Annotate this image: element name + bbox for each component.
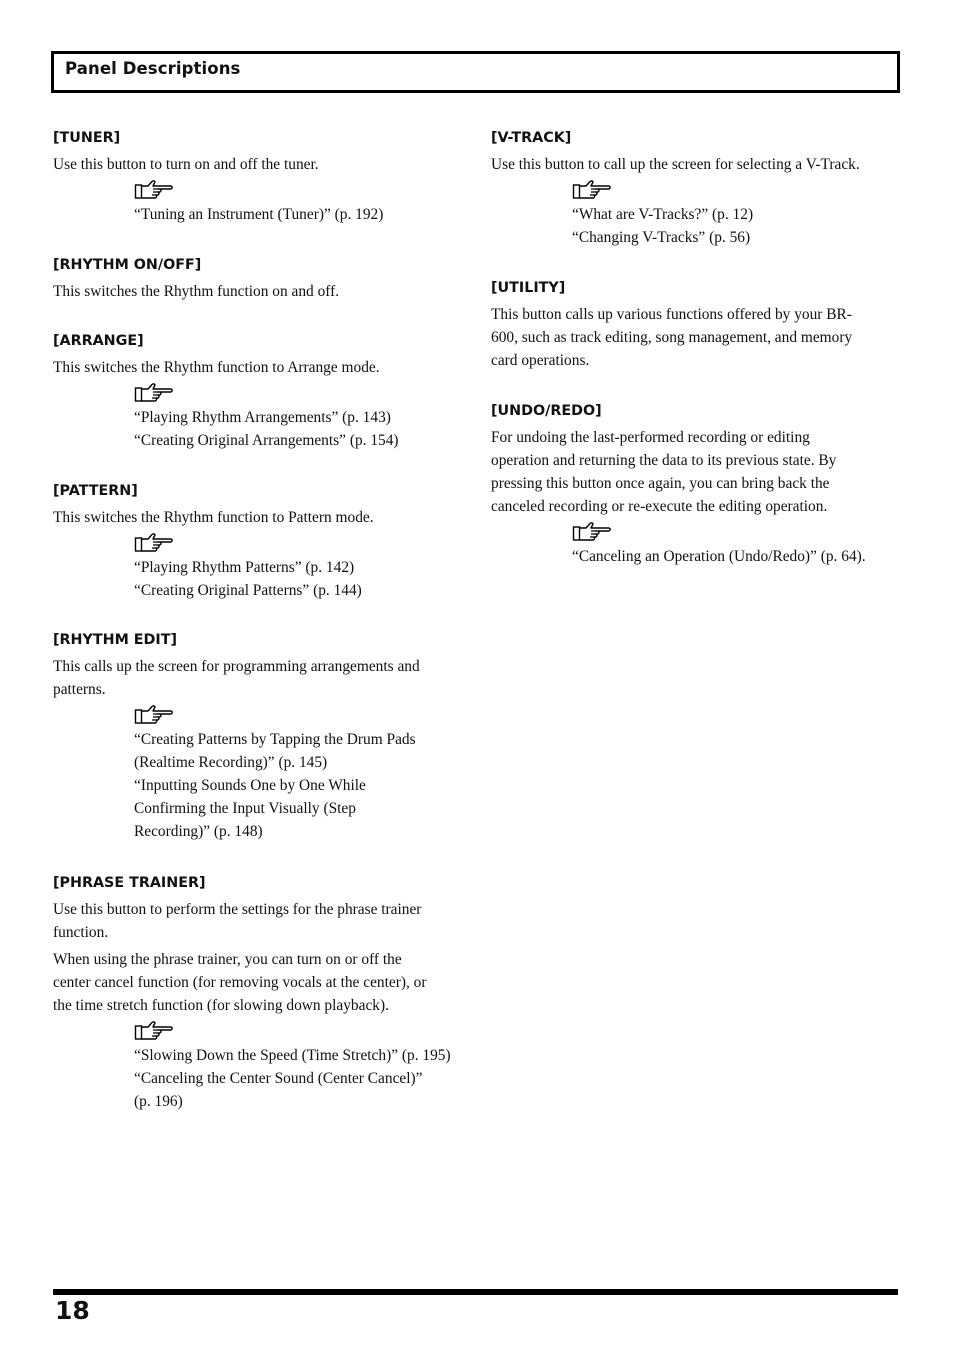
- section-heading: [PATTERN]: [53, 483, 138, 499]
- reference-block: [134, 382, 463, 452]
- section-v-track: [491, 126, 901, 249]
- section-heading: [PHRASE TRAINER]: [53, 875, 206, 891]
- reference-link: Recording)” (p. 148): [134, 823, 263, 840]
- section-text-line: Use this button to perform the settings for the phrase trainer: [53, 901, 422, 918]
- section-text: [53, 655, 463, 701]
- pointing-hand-icon: [134, 179, 174, 201]
- section-text: Use this button to call up the screen for selecting a V-Track.: [491, 156, 860, 173]
- section-heading: [UNDO/REDO]: [491, 403, 602, 419]
- pointing-hand-icon: [134, 704, 174, 726]
- section-text-line: canceled recording or re-execute the editing operation.: [491, 498, 828, 515]
- section-text-line: function.: [53, 924, 109, 941]
- section-text-line: When using the phrase trainer, you can turn on or off the: [53, 951, 402, 968]
- section-text-line: pressing this button once again, you can bring back the: [491, 475, 830, 492]
- reference-link: “Tuning an Instrument (Tuner)” (p. 192): [134, 206, 384, 223]
- reference-link: “Playing Rhythm Patterns” (p. 142): [134, 559, 355, 576]
- reference-link: (p. 196): [134, 1093, 183, 1110]
- reference-link: “Changing V-Tracks” (p. 56): [572, 229, 751, 246]
- section-text-line: the time stretch function (for slowing down playback).: [53, 997, 389, 1014]
- section-heading: [ARRANGE]: [53, 333, 144, 349]
- reference-block: [572, 179, 901, 249]
- reference-link: “What are V-Tracks?” (p. 12): [572, 206, 754, 223]
- reference-link: “Creating Original Arrangements” (p. 154): [134, 432, 399, 449]
- section-text-line: card operations.: [491, 352, 590, 369]
- reference-link: “Playing Rhythm Arrangements” (p. 143): [134, 409, 391, 426]
- section-text-line: center cancel function (for removing vocals at the center), or: [53, 974, 427, 991]
- section-text-line: 600, such as track editing, song management, and memory: [491, 329, 853, 346]
- reference-block: [572, 521, 901, 568]
- section-arrange: [53, 329, 463, 452]
- reference-block: [134, 532, 463, 602]
- section-rhythm-on-off: [53, 253, 463, 303]
- footer-rule: [53, 1289, 898, 1295]
- section-text: This switches the Rhythm function on and off.: [53, 283, 340, 300]
- section-text: [53, 948, 463, 1017]
- section-heading: [UTILITY]: [491, 280, 566, 296]
- section-text-line: operation and returning the data to its previous state. By: [491, 452, 837, 469]
- section-rhythm-edit: [53, 628, 463, 843]
- section-text-line: patterns.: [53, 681, 106, 698]
- section-phrase-trainer: [53, 871, 463, 1113]
- reference-link: (Realtime Recording)” (p. 145): [134, 754, 328, 771]
- reference-block: [134, 179, 463, 226]
- reference-block: [134, 704, 463, 843]
- reference-link: Confirming the Input Visually (Step: [134, 800, 356, 817]
- section-heading: [TUNER]: [53, 130, 121, 146]
- page-number: 18: [55, 1296, 90, 1325]
- section-undo-redo: [491, 399, 901, 568]
- page-title: Panel Descriptions: [65, 59, 241, 78]
- pointing-hand-icon: [134, 382, 174, 404]
- pointing-hand-icon: [134, 1020, 174, 1042]
- section-heading: [V-TRACK]: [491, 130, 572, 146]
- section-text: This switches the Rhythm function to Pattern mode.: [53, 509, 374, 526]
- section-tuner: [53, 126, 463, 226]
- reference-link: “Inputting Sounds One by One While: [134, 777, 366, 794]
- pointing-hand-icon: [572, 179, 612, 201]
- section-text: [53, 898, 463, 944]
- section-heading: [RHYTHM EDIT]: [53, 632, 178, 648]
- reference-link: “Canceling an Operation (Undo/Redo)” (p. 64).: [572, 548, 866, 565]
- pointing-hand-icon: [134, 532, 174, 554]
- section-text-line: For undoing the last-performed recording or editing: [491, 429, 810, 446]
- section-text-line: This calls up the screen for programming arrangements and: [53, 658, 420, 675]
- reference-link: “Creating Patterns by Tapping the Drum Pads: [134, 731, 416, 748]
- left-column: [53, 126, 463, 1113]
- pointing-hand-icon: [572, 521, 612, 543]
- reference-block: [134, 1020, 463, 1113]
- section-text: This switches the Rhythm function to Arrange mode.: [53, 359, 380, 376]
- header-box: [51, 51, 900, 93]
- section-utility: [491, 276, 901, 372]
- reference-link: “Canceling the Center Sound (Center Cancel)”: [134, 1070, 423, 1087]
- section-text: [491, 303, 901, 372]
- section-text-line: This button calls up various functions offered by your BR-: [491, 306, 852, 323]
- section-heading: [RHYTHM ON/OFF]: [53, 257, 202, 273]
- section-pattern: [53, 479, 463, 602]
- section-text: Use this button to turn on and off the tuner.: [53, 156, 319, 173]
- section-text: [491, 426, 901, 518]
- reference-link: “Creating Original Patterns” (p. 144): [134, 582, 362, 599]
- right-column: [491, 126, 901, 568]
- reference-link: “Slowing Down the Speed (Time Stretch)” (p. 195): [134, 1047, 451, 1064]
